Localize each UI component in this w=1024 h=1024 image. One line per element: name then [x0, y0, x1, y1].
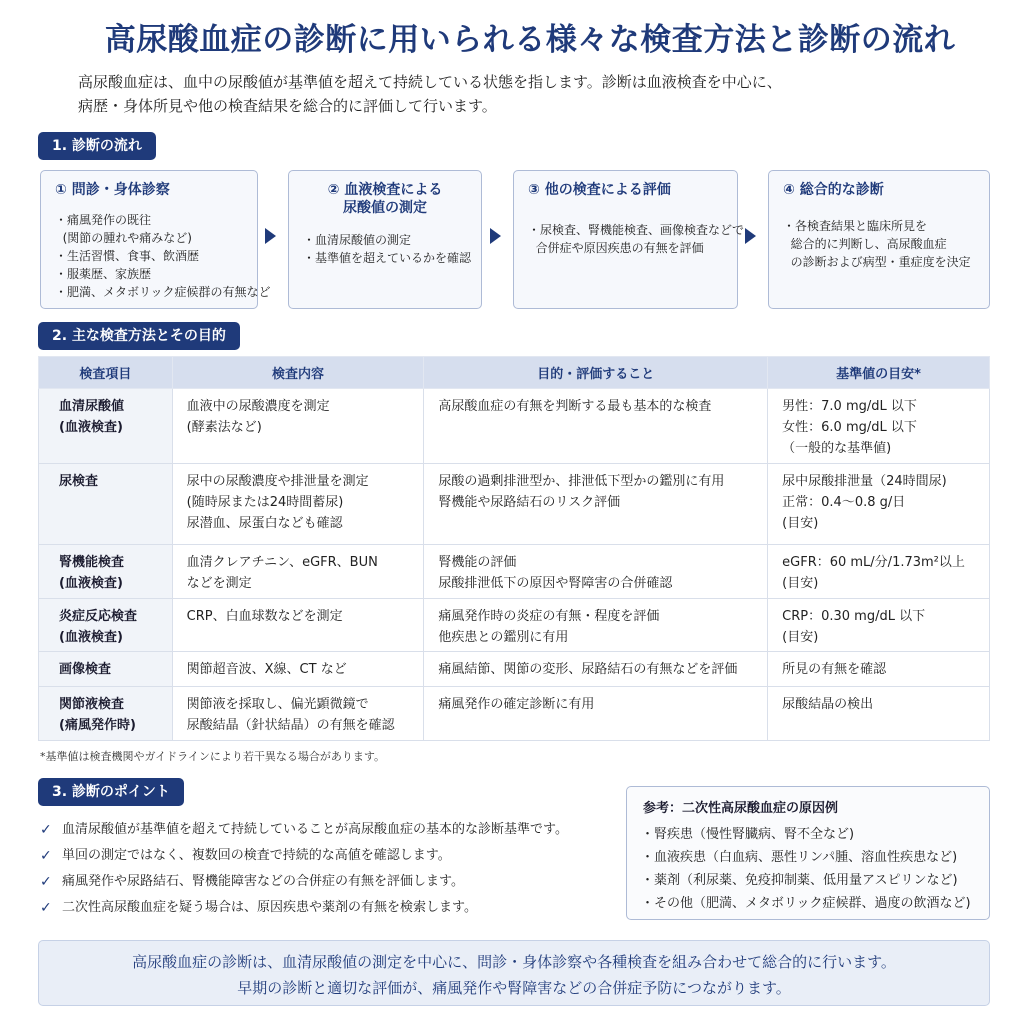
- check-icon: ✓: [40, 848, 52, 864]
- point-item: [40, 817, 568, 843]
- intro-text: [78, 70, 978, 118]
- flow-step-4-list: [783, 217, 971, 271]
- point-item: [40, 869, 568, 895]
- check-icon: ✓: [40, 874, 52, 890]
- flow-step-4: [768, 170, 990, 309]
- right-arrow-icon: [745, 228, 756, 244]
- reference-item: ・その他（肥満、メタボリック症候群、過度の飲酒など): [641, 896, 971, 911]
- intro-line-2: 病歴・身体所見や他の検査結果を総合的に評価して行います。: [78, 97, 497, 115]
- table-cell-item: 尿検査: [39, 464, 173, 545]
- table-cell-reference: 男性：7.0 mg/dL 以下 女性：6.0 mg/dL 以下 （一般的な基準値): [768, 389, 990, 464]
- section-2-heading: 2. 主な検査方法とその目的: [38, 322, 240, 350]
- table-cell-content: CRP、白血球数などを測定: [172, 599, 424, 652]
- check-icon: ✓: [40, 822, 52, 838]
- flow-step-4-item: 総合的に判断し、高尿酸血症: [783, 237, 947, 251]
- table-cell-purpose: 痛風発作の確定診断に有用: [424, 687, 768, 741]
- table-cell-reference: 尿中尿酸排泄量（24時間尿) 正常：0.4～0.8 g/日 (目安): [768, 464, 990, 545]
- table-header-row: [39, 357, 990, 389]
- flow-step-1-list: [55, 211, 271, 301]
- flow-step-2-item: ・基準値を超えているかを確認: [303, 251, 472, 265]
- point-item: [40, 843, 568, 869]
- table-cell-item: 関節液検査 (痛風発作時): [39, 687, 173, 741]
- flow-step-3-item: 合併症や原因疾患の有無を評価: [528, 241, 704, 255]
- flow-step-4-item: ・各検査結果と臨床所見を: [783, 219, 928, 233]
- table-cell-reference: 尿酸結晶の検出: [768, 687, 990, 741]
- table-footnote: *基準値は検査機関やガイドラインにより若干異なる場合があります。: [40, 750, 385, 763]
- table-row: [39, 599, 990, 652]
- table-cell-purpose: 腎機能の評価 尿酸排泄低下の原因や腎障害の合併確認: [424, 545, 768, 599]
- flow-step-3-list: [528, 221, 744, 257]
- table-row: [39, 545, 990, 599]
- flow-step-2-list: [303, 231, 471, 267]
- point-text: 単回の測定ではなく、複数回の検査で持続的な高値を確認します。: [62, 848, 451, 863]
- diagnosis-points: [40, 817, 568, 921]
- flow-step-3: [513, 170, 745, 309]
- table-header-cell: 検査内容: [172, 357, 424, 389]
- summary-box: [38, 940, 990, 1006]
- right-arrow-icon: [490, 228, 501, 244]
- flow-step-2-title: [289, 181, 481, 217]
- table-cell-reference: CRP：0.30 mg/dL 以下 (目安): [768, 599, 990, 652]
- table-row: [39, 464, 990, 545]
- flow-step-1: [40, 170, 271, 309]
- point-text: 二次性高尿酸血症を疑う場合は、原因疾患や薬剤の有無を検索します。: [62, 900, 477, 915]
- point-text: 血清尿酸値が基準値を超えて持続していることが高尿酸血症の基本的な診断基準です。: [62, 822, 568, 837]
- table-cell-reference: eGFR：60 mL/分/1.73m²以上 (目安): [768, 545, 990, 599]
- flow-step-1-item: (関節の腫れや痛みなど): [55, 231, 192, 245]
- table-row: [39, 652, 990, 687]
- table-cell-purpose: 痛風結節、関節の変形、尿路結石の有無などを評価: [424, 652, 768, 687]
- flow-step-4-title: ④ 総合的な診断: [783, 182, 884, 198]
- flow-step-2-title-line-2: 尿酸値の測定: [343, 200, 427, 216]
- flow-step-4-item: の診断および病型・重症度を決定: [783, 255, 971, 269]
- check-icon: ✓: [40, 900, 52, 916]
- table-cell-item: 血清尿酸値 (血液検査): [39, 389, 173, 464]
- table-cell-content: 血清クレアチニン、eGFR、BUN などを測定: [172, 545, 424, 599]
- flow-step-3-title: ③ 他の検査による評価: [528, 182, 671, 198]
- table-cell-item: 画像検査: [39, 652, 173, 687]
- table-cell-content: 関節超音波、X線、CT など: [172, 652, 424, 687]
- table-header-cell: 検査項目: [39, 357, 173, 389]
- table-row: [39, 389, 990, 464]
- flow-step-1-title: ① 問診・身体診察: [55, 182, 170, 198]
- table-cell-item: 腎機能検査 (血液検査): [39, 545, 173, 599]
- reference-title: 参考：二次性高尿酸血症の原因例: [643, 801, 839, 816]
- page-title: 高尿酸血症の診断に用いられる様々な検査方法と診断の流れ: [104, 22, 956, 58]
- table-cell-purpose: 尿酸の過剰排泄型か、排泄低下型かの鑑別に有用 腎機能や尿路結石のリスク評価: [424, 464, 768, 545]
- flow-step-3-item: ・尿検査、腎機能検査、画像検査などで: [528, 223, 745, 237]
- table-cell-content: 尿中の尿酸濃度や排泄量を測定 (随時尿または24時間蓄尿) 尿潜血、尿蛋白なども確認: [172, 464, 424, 545]
- exam-table: [38, 356, 990, 741]
- point-text: 痛風発作や尿路結石、腎機能障害などの合併症の有無を評価します。: [62, 874, 464, 889]
- table-row: [39, 687, 990, 741]
- section-3-heading: 3. 診断のポイント: [38, 778, 184, 806]
- table-cell-purpose: 高尿酸血症の有無を判断する最も基本的な検査: [424, 389, 768, 464]
- summary-line-2: 早期の診断と適切な評価が、痛風発作や腎障害などの合併症予防につながります。: [237, 979, 791, 997]
- right-arrow-icon: [265, 228, 276, 244]
- reference-item: ・腎疾患（慢性腎臓病、腎不全など): [641, 827, 855, 842]
- reference-item: ・血液疾患（白血病、悪性リンパ腫、溶血性疾患など): [641, 850, 958, 865]
- table-cell-reference: 所見の有無を確認: [768, 652, 990, 687]
- point-item: [40, 895, 568, 921]
- table-cell-item: 炎症反応検査 (血液検査): [39, 599, 173, 652]
- table-header-cell: 目的・評価すること: [424, 357, 768, 389]
- reference-list: [641, 823, 971, 915]
- flow-step-1-item: ・痛風発作の既往: [55, 213, 152, 227]
- summary-line-1: 高尿酸血症の診断は、血清尿酸値の測定を中心に、問診・身体診察や各種検査を組み合わせて総合的に行います。: [132, 953, 896, 971]
- table-cell-content: 関節液を採取し、偏光顕微鏡で 尿酸結晶（針状結晶）の有無を確認: [172, 687, 424, 741]
- flow-step-2-item: ・血清尿酸値の測定: [303, 233, 412, 247]
- reference-item: ・薬剤（利尿薬、免疫抑制薬、低用量アスピリンなど): [641, 873, 958, 888]
- flow-step-2: [288, 170, 482, 309]
- flow-step-1-item: ・生活習慣、食事、飲酒歴: [55, 249, 200, 263]
- reference-box: [626, 786, 990, 920]
- intro-line-1: 高尿酸血症は、血中の尿酸値が基準値を超えて持続している状態を指します。診断は血液検査を中心に、: [78, 73, 782, 91]
- table-header-cell: 基準値の目安*: [768, 357, 990, 389]
- flow-step-1-item: ・肥満、メタボリック症候群の有無など: [55, 285, 271, 299]
- section-1-heading: 1. 診断の流れ: [38, 132, 156, 160]
- flow-step-2-title-line-1: ② 血液検査による: [327, 182, 443, 198]
- flow-step-1-item: ・服薬歴、家族歴: [55, 267, 152, 281]
- table-cell-content: 血液中の尿酸濃度を測定 (酵素法など): [172, 389, 424, 464]
- table-cell-purpose: 痛風発作時の炎症の有無・程度を評価 他疾患との鑑別に有用: [424, 599, 768, 652]
